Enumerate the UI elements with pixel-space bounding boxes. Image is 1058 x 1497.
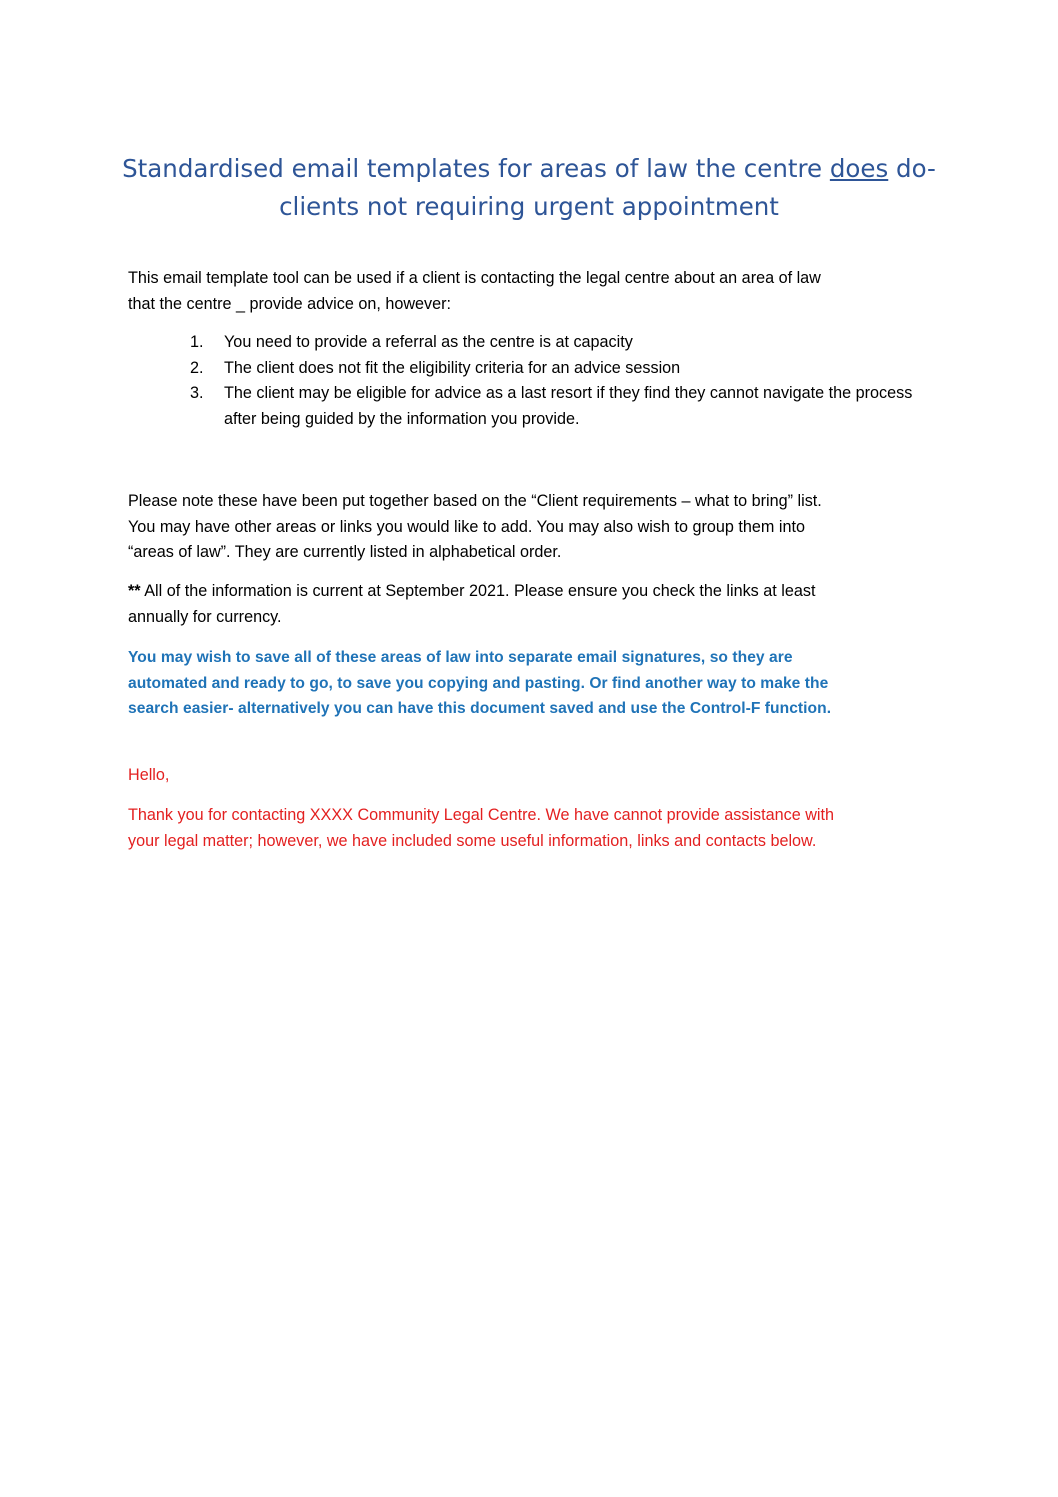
note1-line2: You may have other areas or links you would like to add. You may also wish to group them into — [128, 517, 805, 536]
title-line1-end: do- — [888, 154, 936, 183]
signature-tip — [128, 645, 928, 722]
list-item — [176, 356, 936, 382]
email-line1: Thank you for contacting XXXX Community Legal Centre. We have cannot provide assistance with — [128, 806, 835, 824]
note1-line3: “areas of law”. They are currently listed in alphabetical order. — [128, 543, 562, 561]
email-line2: your legal matter; however, we have included some useful information, links and contacts below. — [128, 831, 817, 850]
list-item-text: The client may be eligible for advice as a last resort if they find they cannot navigate the process after being guided by the information you provide. — [224, 384, 913, 428]
title-line2: clients not requiring urgent appointment — [279, 192, 779, 221]
note2-asterisks: ** — [128, 582, 141, 600]
email-body — [128, 803, 928, 854]
title-line1-start: Standardised email templates for areas of law the centre — [122, 154, 830, 183]
tip-line1: You may wish to save all of these areas of law into separate email signatures, so they are — [128, 649, 793, 666]
email-greeting: Hello, — [128, 766, 170, 784]
list-item-text: You need to provide a referral as the centre is at capacity — [224, 333, 633, 351]
list-item-number: 2. — [190, 358, 204, 377]
page-title — [100, 150, 958, 226]
tip-line2: automated and ready to go, to save you copying and pasting. Or find another way to make the — [128, 674, 829, 692]
intro-paragraph — [128, 266, 928, 317]
list-item — [176, 330, 936, 356]
list-item — [176, 381, 936, 432]
list-item-number: 1. — [190, 333, 204, 351]
requirements-note — [128, 489, 928, 566]
note2-line1: All of the information is current at September 2021. Please ensure you check the links at least — [140, 582, 816, 600]
title-emphasis-does: does — [829, 154, 889, 183]
conditions-list — [176, 330, 936, 432]
currency-note — [128, 579, 928, 630]
intro-line2: that the centre _ provide advice on, however: — [128, 294, 452, 313]
intro-line1: This email template tool can be used if a client is contacting the legal centre about an area of law — [128, 269, 821, 287]
list-item-text: The client does not fit the eligibility criteria for an advice session — [224, 358, 681, 377]
note2-line2: annually for currency. — [128, 607, 282, 626]
list-item-number: 3. — [190, 384, 204, 402]
note1-line1: Please note these have been put together based on the “Client requirements – what to bring” list. — [128, 492, 822, 510]
tip-line3: search easier- alternatively you can have this document saved and use the Control-F function. — [128, 700, 832, 717]
